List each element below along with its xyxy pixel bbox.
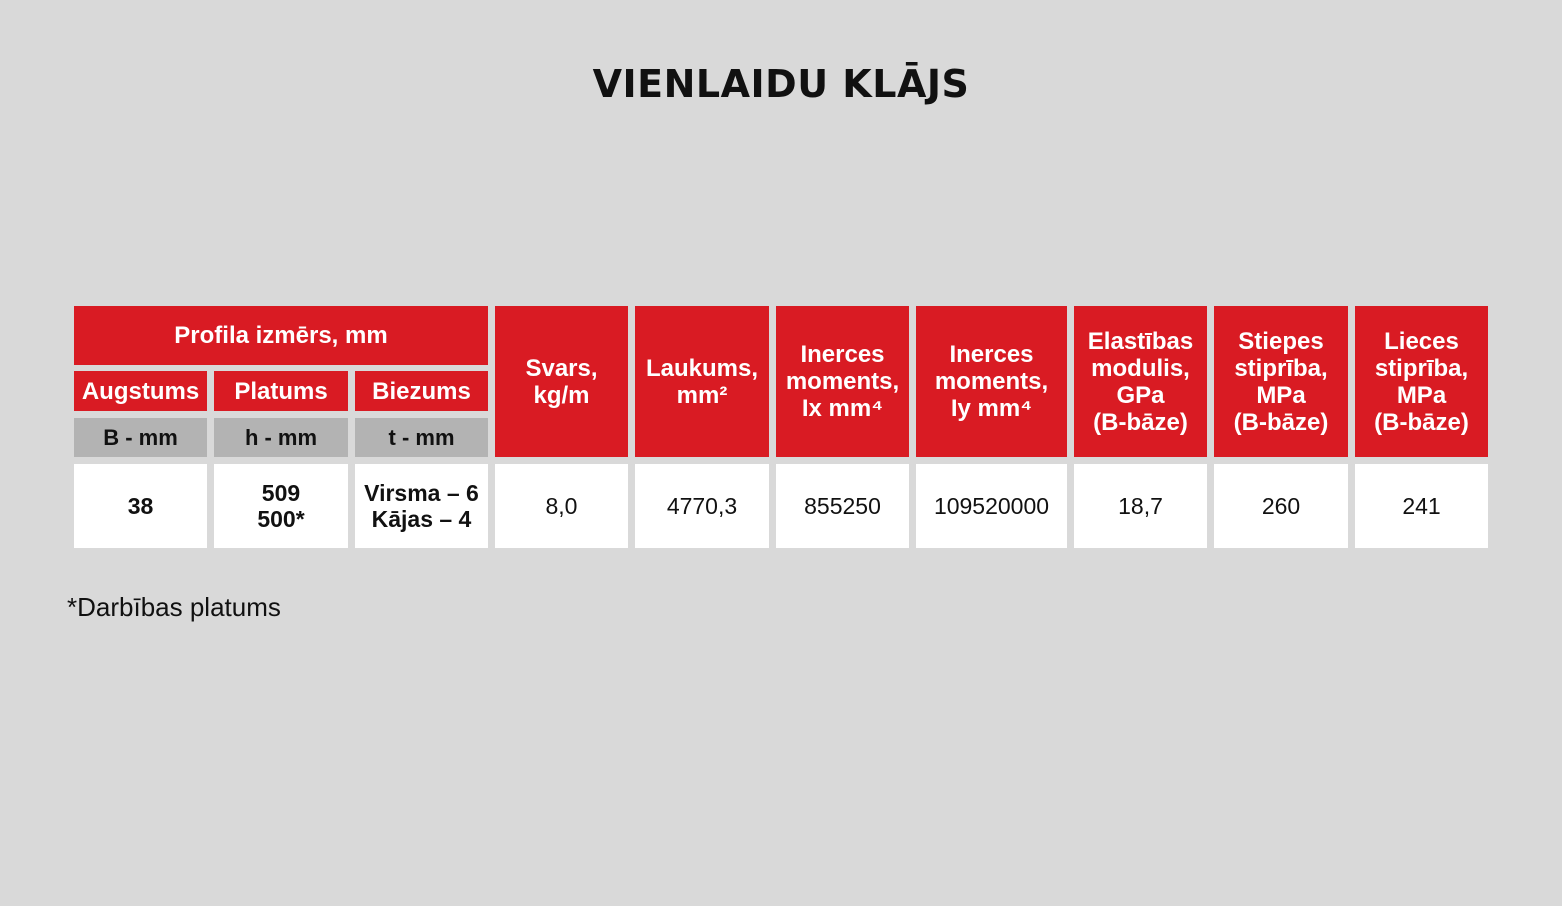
area-value: 4770,3: [635, 464, 769, 548]
height-value: 38: [74, 464, 207, 548]
inertia-x-header: Inerces moments, Ix mm⁴: [776, 306, 909, 457]
area-header: Laukums, mm²: [635, 306, 769, 457]
flexural-strength-header: Lieces stiprība, MPa (B-bāze): [1355, 306, 1488, 457]
height-unit: B - mm: [74, 418, 207, 457]
tensile-strength-value: 260: [1214, 464, 1348, 548]
elastic-modulus-header: Elastības modulis, GPa (B-bāze): [1074, 306, 1207, 457]
elastic-modulus-value: 18,7: [1074, 464, 1207, 548]
inertia-y-header: Inerces moments, Iy mm⁴: [916, 306, 1067, 457]
tensile-strength-header: Stiepes stiprība, MPa (B-bāze): [1214, 306, 1348, 457]
weight-header: Svars, kg/m: [495, 306, 628, 457]
page-title: VIENLAIDU KLĀJS: [592, 62, 970, 106]
thickness-unit: t - mm: [355, 418, 488, 457]
thickness-header: Biezums: [355, 371, 488, 411]
weight-value: 8,0: [495, 464, 628, 548]
width-unit: h - mm: [214, 418, 348, 457]
flexural-strength-value: 241: [1355, 464, 1488, 548]
inertia-y-value: 109520000: [916, 464, 1067, 548]
footnote: *Darbības platums: [67, 592, 281, 622]
width-header: Platums: [214, 371, 348, 411]
width-value: 509 500*: [214, 464, 348, 548]
inertia-x-value: 855250: [776, 464, 909, 548]
height-header: Augstums: [74, 371, 207, 411]
thickness-value: Virsma – 6 Kājas – 4: [355, 464, 488, 548]
profile-size-header: Profila izmērs, mm: [74, 306, 488, 365]
